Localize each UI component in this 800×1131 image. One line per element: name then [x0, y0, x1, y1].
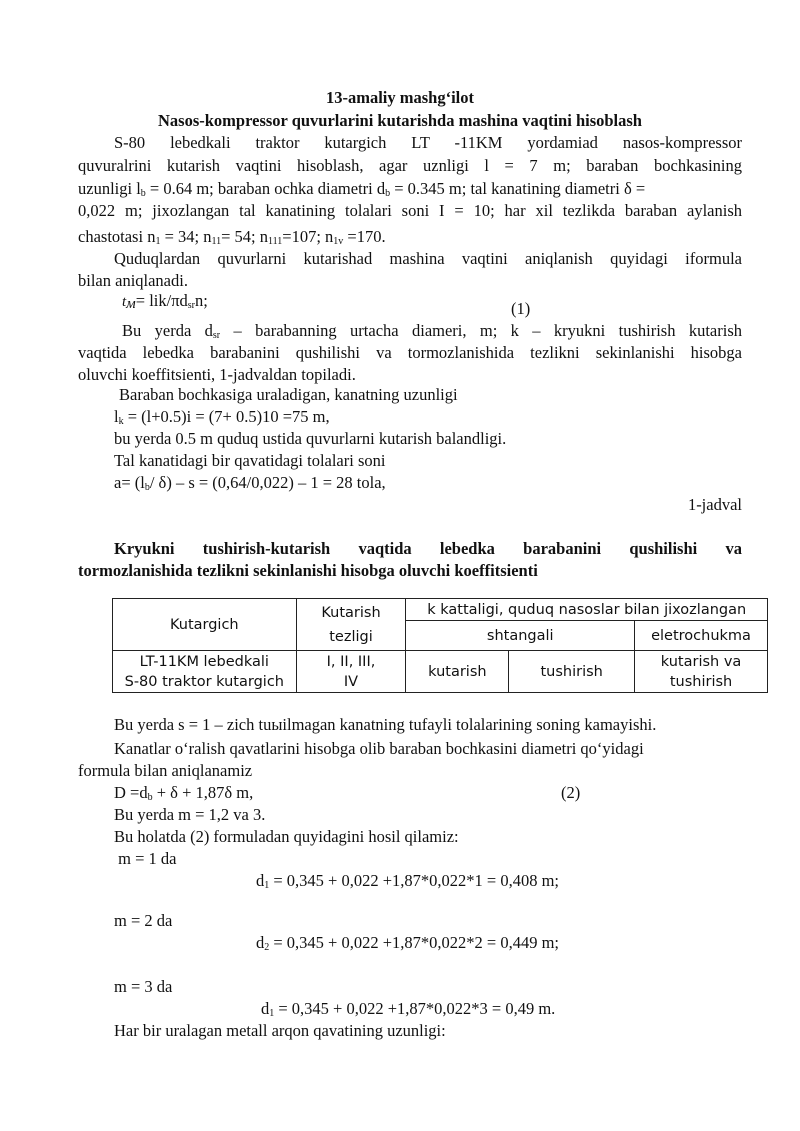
calc-m3-label: m = 3 da — [114, 977, 173, 996]
header-k-kattaligi: k kattaligi, quduq nasoslar bilan jixozlangan — [406, 599, 768, 621]
text-span: + δ + 1,87δ m, — [152, 783, 254, 802]
para5-line-3: formula bilan aniqlanamiz — [78, 761, 253, 780]
para5-line-1: Bu yerda s = 1 – zich tuыilmagan kanatning tufayli tolalarining soning kamayishi. — [114, 715, 657, 734]
para5-line-2: Kanatlar oʻralish qavatlarini hisobga olib baraban bochkasini diametri qoʻyidagi — [114, 739, 644, 758]
table-title-line-2: tormozlanishida tezlikni sekinlanishi hisobga oluvchi koeffitsienti — [78, 561, 538, 580]
header-kutarish-tezligi — [296, 599, 406, 651]
para5-line-6: Bu holatda (2) formuladan quyidagini hosil qilamiz: — [114, 827, 459, 846]
subscript: b — [144, 482, 150, 493]
text-span: lik/πd — [145, 291, 188, 310]
cell-kutarish: kutarish — [406, 651, 509, 693]
intro-line-3 — [78, 178, 645, 200]
cell-tushirish: tushirish — [509, 651, 635, 693]
subscript: 1 — [269, 1008, 275, 1019]
subscript: 2 — [264, 942, 270, 953]
para4-line-5 — [114, 472, 386, 494]
text-line: LT-11KM lebedkali — [139, 653, 269, 670]
header-kutargich: Kutargich — [113, 599, 297, 651]
text-span: = 0,345 + 0,022 +1,87*0,022*2 = 0,449 m; — [269, 933, 560, 952]
calc-d2 — [256, 932, 559, 954]
para4-line-3: bu yerda 0.5 m quduq ustida quvurlarni kutarish balandligi. — [114, 429, 507, 448]
text-span: d — [256, 871, 265, 890]
text-line: IV — [343, 673, 359, 690]
text-span: = 0.345 m; tal kanatining diametri δ = — [390, 179, 646, 198]
subscript: sr — [212, 330, 221, 341]
coefficient-table — [112, 598, 768, 693]
text-span: = (l+0.5)i = (7+ 0.5)10 =75 m, — [123, 407, 330, 426]
text-span: n; — [195, 291, 208, 310]
text-span: d — [261, 999, 270, 1018]
text-span: d — [256, 933, 265, 952]
text-line: tezligi — [329, 628, 373, 645]
last-line: Har bir uralagan metall arqon qavatining uzunligi: — [114, 1021, 446, 1040]
formula-1 — [122, 290, 208, 313]
table-row — [113, 651, 768, 693]
page-title: 13-amaliy mashg‘ilot — [325, 88, 475, 107]
subscript: b — [385, 188, 391, 199]
formula-symbol: t — [122, 294, 127, 310]
text-span: = 0,345 + 0,022 +1,87*0,022*3 = 0,49 m. — [274, 999, 556, 1018]
intro-line-4: 0,022 m; jixozlangan tal kanatining tolalari soni I = 10; har xil tezlikda baraban aylanish — [78, 201, 742, 220]
para2-line-2: bilan aniqlanadi. — [78, 271, 188, 290]
formula-2 — [114, 782, 253, 804]
table-header-row — [113, 599, 768, 621]
subscript: 1 — [155, 236, 161, 247]
intro-line-2: quvuralrini kutarish vaqtini hisoblash, agar uznligi l = 7 m; baraban bochkasining — [78, 156, 742, 175]
subscript: sr — [187, 300, 196, 311]
text-span: = 0,345 + 0,022 +1,87*0,022*1 = 0,408 m; — [269, 871, 560, 890]
cell-kutargich — [113, 651, 297, 693]
header-eletrochukma: eletrochukma — [635, 621, 768, 651]
calc-d3 — [261, 998, 555, 1020]
text-span: Bu yerda d — [122, 321, 213, 340]
subscript: b — [147, 792, 153, 803]
subscript: 11 — [211, 236, 222, 247]
text-span: – barabanning urtacha diameri, m; k – kryukni tushirish kutarish — [220, 321, 742, 340]
text-line: tushirish — [669, 673, 733, 690]
text-span: D =d — [114, 783, 148, 802]
calc-m1-label: m = 1 da — [114, 849, 177, 868]
subscript: k — [118, 416, 124, 427]
subscript: 1 — [264, 880, 270, 891]
para3-line-2: vaqtida lebedka barabanini qushilishi va tormozlanishida tezlikni sekinlanishi hisobga — [78, 343, 742, 362]
intro-line-1: S-80 lebedkali traktor kutargich LT -11KM yordamiad nasos-kompressor — [114, 133, 742, 152]
text-span: =170. — [343, 227, 386, 246]
para3-line-3: oluvchi koeffitsienti, 1-jadvaldan topiladi. — [78, 365, 356, 384]
calc-d1 — [256, 870, 559, 892]
subscript: b — [140, 188, 146, 199]
para3-line-1 — [122, 320, 742, 342]
equals-sign: = — [135, 291, 146, 310]
page-subtitle: Nasos-kompressor quvurlarini kutarishda mashina vaqtini hisoblash — [158, 111, 642, 130]
text-span: chastotasi n — [78, 227, 156, 246]
text-span: = 34; n — [160, 227, 212, 246]
intro-line-5 — [78, 226, 386, 248]
text-span: = 0.64 m; baraban ochka diametri d — [145, 179, 386, 198]
text-line: I, II, III, — [326, 653, 376, 670]
text-line: Kutarish — [321, 604, 381, 621]
header-shtangali: shtangali — [406, 621, 635, 651]
text-line: S-80 traktor kutargich — [124, 673, 284, 690]
formula-2-number: (2) — [561, 783, 581, 802]
text-span: a= (l — [114, 473, 145, 492]
text-span: l — [114, 407, 119, 426]
table-title-line-1: Kryukni tushirish-kutarish vaqtida lebedka barabanini qushilishi va — [114, 539, 742, 558]
subscript: м — [126, 296, 136, 312]
table-label: 1-jadval — [687, 495, 742, 514]
text-span: = 54; n — [221, 227, 268, 246]
text-span: =107; n — [282, 227, 334, 246]
formula-1-number: (1) — [511, 299, 531, 318]
para4-line-2 — [114, 406, 330, 428]
cell-tezligi — [296, 651, 406, 693]
subscript: 1v — [333, 236, 344, 247]
subscript: 111 — [268, 236, 283, 247]
para5-line-5: Bu yerda m = 1,2 va 3. — [114, 805, 266, 824]
text-span: / δ) – s = (0,64/0,022) – 1 = 28 tola, — [149, 473, 386, 492]
para2-line-1: Quduqlardan quvurlarni kutarishad mashina vaqtini aniqlanish quyidagi iformula — [114, 249, 742, 268]
text-line: kutarish va — [660, 653, 742, 670]
calc-m2-label: m = 2 da — [114, 911, 173, 930]
para4-line-1: Baraban bochkasiga uraladigan, kanatning uzunligi — [119, 385, 458, 404]
text-span: uzunligi l — [78, 179, 141, 198]
para4-line-4: Tal kanatidagi bir qavatidagi tolalari soni — [114, 451, 386, 470]
cell-eletro — [635, 651, 768, 693]
